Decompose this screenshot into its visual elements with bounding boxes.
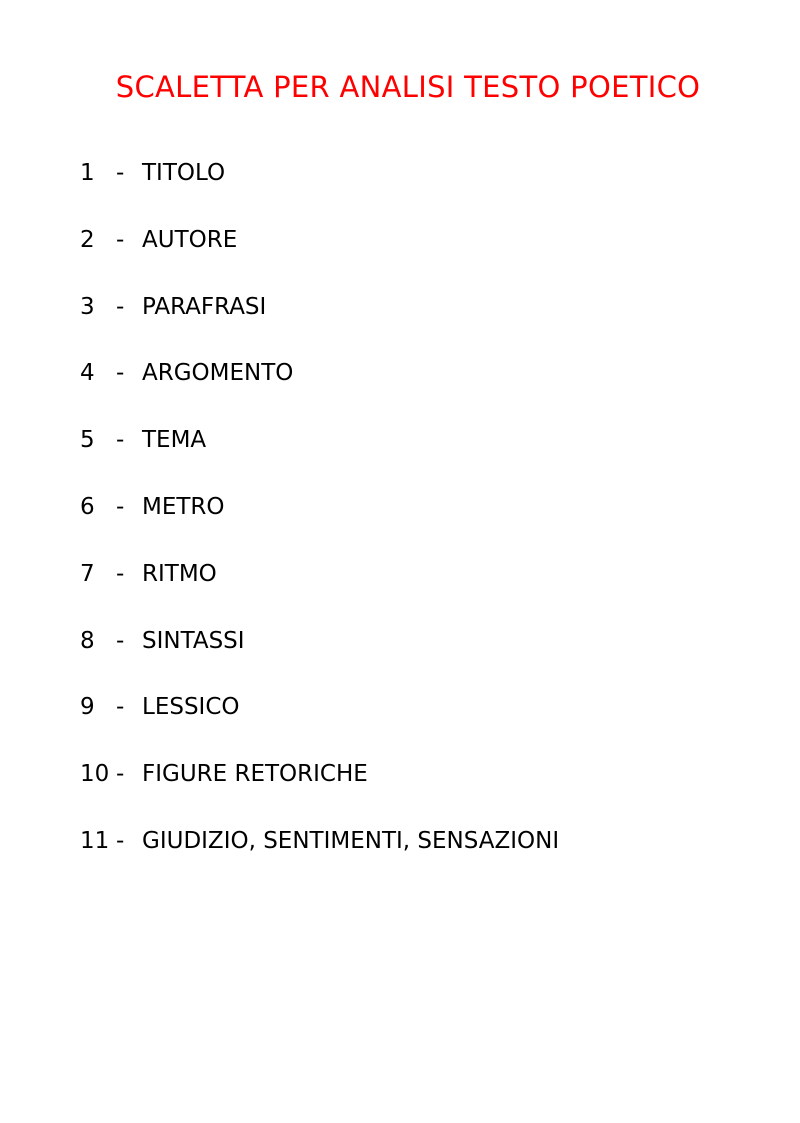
outline-list [80, 157, 559, 892]
list-item [80, 691, 559, 758]
item-separator: - [116, 360, 125, 387]
item-number: 9 [80, 694, 95, 721]
item-separator: - [116, 627, 125, 654]
item-label: AUTORE [142, 226, 238, 253]
list-item [80, 491, 559, 558]
item-separator: - [116, 694, 125, 721]
list-item [80, 224, 559, 291]
item-label: GIUDIZIO, SENTIMENTI, SENSAZIONI [142, 827, 560, 854]
item-label: TEMA [142, 427, 207, 454]
list-item [80, 825, 559, 892]
item-label: SINTASSI [142, 627, 245, 654]
list-item [80, 625, 559, 692]
item-separator: - [116, 226, 125, 253]
item-separator: - [116, 293, 125, 320]
item-separator: - [116, 827, 125, 854]
item-number: 3 [80, 293, 95, 320]
item-number: 8 [80, 627, 95, 654]
item-label: RITMO [142, 560, 217, 587]
item-number: 7 [80, 560, 95, 587]
item-separator: - [116, 493, 125, 520]
item-label: FIGURE RETORICHE [142, 761, 368, 788]
item-number: 6 [80, 493, 95, 520]
item-label: METRO [142, 493, 225, 520]
item-number: 11 [80, 827, 110, 854]
item-number: 4 [80, 360, 95, 387]
item-number: 2 [80, 226, 95, 253]
item-separator: - [116, 427, 125, 454]
list-item [80, 291, 559, 358]
item-separator: - [116, 160, 125, 186]
item-number: 1 [80, 160, 95, 186]
list-item [80, 157, 559, 224]
list-item [80, 357, 559, 424]
list-item [80, 758, 559, 825]
item-number: 5 [80, 427, 95, 454]
item-separator: - [116, 560, 125, 587]
item-label: ARGOMENTO [142, 360, 294, 387]
item-label: PARAFRASI [142, 293, 267, 320]
list-item [80, 558, 559, 625]
item-label: TITOLO [142, 160, 226, 186]
page-title: SCALETTA PER ANALISI TESTO POETICO [115, 70, 701, 104]
list-item [80, 424, 559, 491]
item-separator: - [116, 761, 125, 788]
item-label: LESSICO [142, 694, 240, 721]
item-number: 10 [80, 761, 110, 788]
